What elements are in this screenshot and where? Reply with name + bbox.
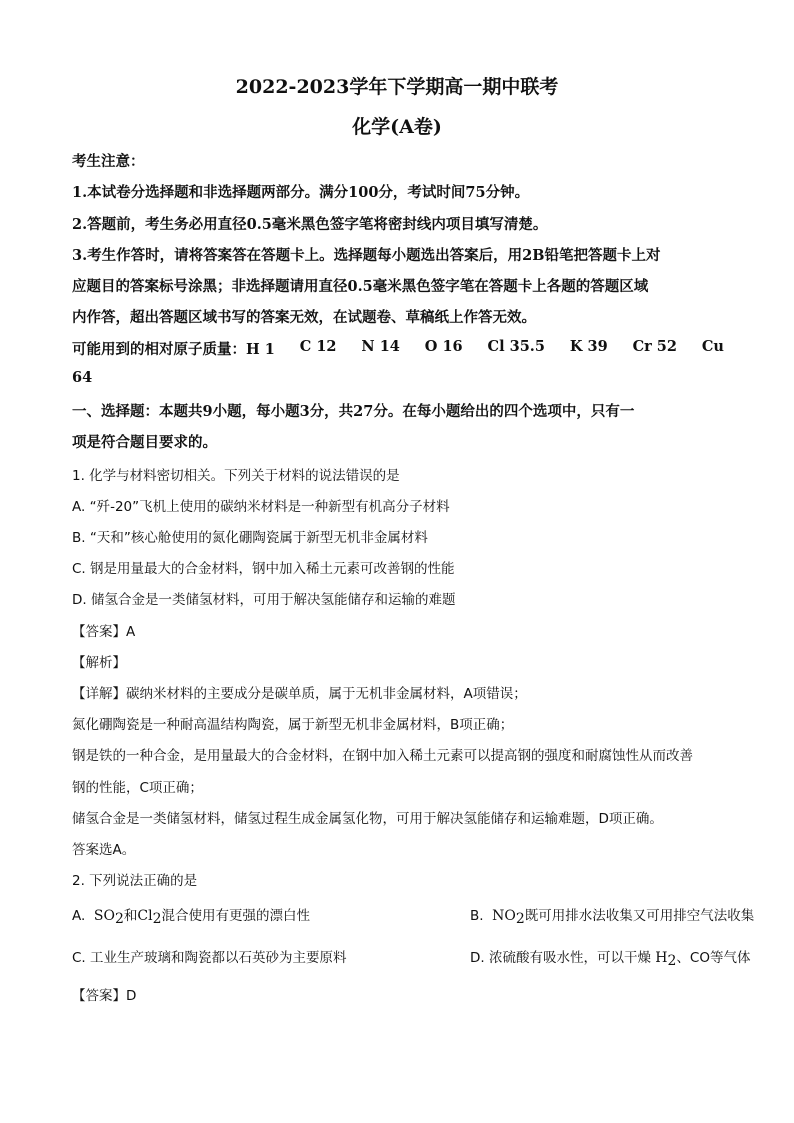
page-subtitle: 化学(A卷) <box>352 116 442 138</box>
question-2-option-b: B. $NO_2$既可用排水法收集又可用排空气法收集 <box>470 908 755 927</box>
notice-item-3-line-3: 内作答，超出答题区域书写的答案无效，在试题卷、草稿纸上作答无效。 <box>72 309 536 326</box>
question-2-answer: 【答案】D <box>72 988 137 1004</box>
question-1-detail-4: 钢的性能，C项正确； <box>72 780 203 796</box>
question-1-option-c: C. 钢是用量最大的合金材料，钢中加入稀土元素可改善钢的性能 <box>72 561 455 577</box>
question-2-option-d: D. 浓硫酸有吸水性，可以干燥 $H_2$、CO等气体 <box>470 950 751 969</box>
atomic-mass-cr: Cr 52 <box>632 338 677 355</box>
atomic-mass-c: C 12 <box>299 338 337 355</box>
section-1-heading-line-1: 一、选择题：本题共9小题，每小题3分，共27分。在每小题给出的四个选项中，只有一 <box>72 403 635 420</box>
page-title: 2022-2023学年下学期高一期中联考 <box>235 76 559 98</box>
question-2-options-row-2 <box>72 946 751 969</box>
question-1-analysis-label: 【解析】 <box>72 655 126 671</box>
atomic-mass-cl: Cl 35.5 <box>487 338 545 355</box>
question-1-stem: 1. 化学与材料密切相关。下列关于材料的说法错误的是 <box>72 468 400 484</box>
question-2-option-c: C. 工业生产玻璃和陶瓷都以石英砂为主要原料 <box>72 950 347 966</box>
atomic-mass-cu-value: 64 <box>72 369 93 386</box>
question-2-stem: 2. 下列说法正确的是 <box>72 873 198 889</box>
atomic-mass-n: N 14 <box>361 338 400 355</box>
atomic-mass-o: O 16 <box>424 338 463 355</box>
question-1-detail-3: 钢是铁的一种合金，是用量最大的合金材料，在钢中加入稀土元素可以提高钢的强度和耐腐蚀性从而改善 <box>72 748 693 764</box>
section-1-heading-line-2: 项是符合题目要求的。 <box>72 434 217 451</box>
atomic-mass-k: K 39 <box>569 338 608 355</box>
atomic-mass-cu: Cu <box>701 338 724 355</box>
notice-item-3-line-1: 3.考生作答时，请将答案答在答题卡上。选择题每小题选出答案后，用2B铅笔把答题卡上对 <box>72 247 661 264</box>
notice-item-1: 1.本试卷分选择题和非选择题两部分。满分100分，考试时间75分钟。 <box>72 184 530 201</box>
notice-item-2: 2.答题前，考生务必用直径0.5毫米黑色签字笔将密封线内项目填写清楚。 <box>72 216 548 233</box>
question-1-conclusion: 答案选A。 <box>72 842 136 858</box>
question-1-detail-2: 氮化硼陶瓷是一种耐高温结构陶瓷，属于新型无机非金属材料，B项正确； <box>72 717 514 733</box>
atomic-masses-row <box>72 338 724 359</box>
atomic-label: 可能用到的相对原子质量：H 1 <box>72 341 275 358</box>
question-2-options-row-1 <box>72 904 755 927</box>
question-1-answer: 【答案】A <box>72 624 136 640</box>
question-1-detail-5: 储氢合金是一类储氢材料，储氢过程生成金属氢化物，可用于解决氢能储存和运输难题，D项正确。 <box>72 811 663 827</box>
notice-item-3-line-2: 应题目的答案标号涂黑；非选择题请用直径0.5毫米黑色签字笔在答题卡上各题的答题区域 <box>72 278 649 295</box>
question-1-option-a: A. “歼-20”飞机上使用的碳纳米材料是一种新型有机高分子材料 <box>72 499 450 515</box>
question-1-detail-1: 【详解】碳纳米材料的主要成分是碳单质，属于无机非金属材料，A项错误； <box>72 686 527 702</box>
notice-heading: 考生注意： <box>72 153 145 170</box>
question-1-option-d: D. 储氢合金是一类储氢材料，可用于解决氢能储存和运输的难题 <box>72 592 456 608</box>
question-2-option-a: A. $SO_2$和$Cl_2$混合使用有更强的漂白性 <box>72 908 311 927</box>
question-1-option-b: B. “天和”核心舱使用的氮化硼陶瓷属于新型无机非金属材料 <box>72 530 428 546</box>
